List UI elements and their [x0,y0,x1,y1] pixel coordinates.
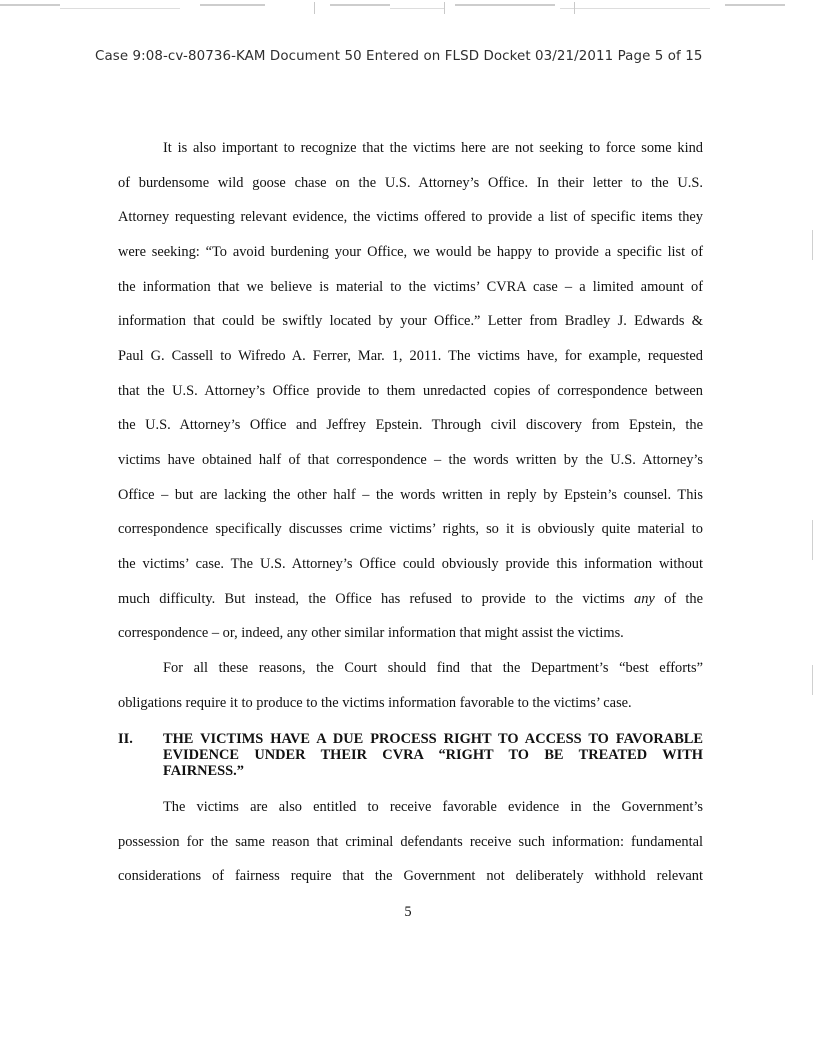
text-line: obligations require it to produce to the victims information favorable to the victims’ case. [118,695,632,711]
emphasis-text: any [634,591,655,607]
text-line: It is also important to recognize that the victims here are not seeking to force some kind [163,140,703,156]
text-line [118,591,703,609]
text-line: correspondence – or, indeed, any other similar information that might assist the victims. [118,625,624,641]
text-segment: of the [654,591,704,607]
text-line: the victims’ case. The U.S. Attorney’s Office could obviously provide this information without [118,556,703,572]
text-line: information that could be swiftly located by your Office.” Letter from Bradley J. Edwards & [118,313,703,329]
text-line: For all these reasons, the Court should find that the Department’s “best efforts” [163,660,703,676]
section-number: II. [118,731,133,747]
scan-artifact-top [0,0,816,14]
text-line: the information that we believe is material to the victims’ CVRA case – a limited amount of [118,279,703,295]
text-line: Office – but are lacking the other half – the words written in reply by Epstein’s counsel. This [118,487,703,503]
text-line: possession for the same reason that criminal defendants receive such information: fundamental [118,834,703,850]
text-line: correspondence specifically discusses crime victims’ rights, so it is obviously quite material to [118,521,703,537]
text-line: The victims are also entitled to receive favorable evidence in the Government’s [163,799,703,815]
text-line: victims have obtained half of that correspondence – the words written by the U.S. Attorney’s [118,452,703,468]
scan-edge-mark [812,665,813,695]
scan-edge-mark [812,230,813,260]
heading-line: EVIDENCE UNDER THEIR CVRA “RIGHT TO BE TREATED WITH [163,747,703,763]
text-line: were seeking: “To avoid burdening your Office, we would be happy to provide a specific list of [118,244,703,260]
text-line: Paul G. Cassell to Wifredo A. Ferrer, Mar. 1, 2011. The victims have, for example, requested [118,348,703,364]
heading-line: FAIRNESS.” [163,763,244,779]
scan-tick [444,2,445,14]
text-segment: much difficulty. But instead, the Office has refused to provide to the victims [118,591,635,607]
scan-edge-mark [812,520,813,560]
text-line: that the U.S. Attorney’s Office provide to them unredacted copies of correspondence between [118,383,703,399]
page-number: 5 [404,904,412,920]
court-filing-header: Case 9:08-cv-80736-KAM Document 50 Entered on FLSD Docket 03/21/2011 Page 5 of 15 [95,49,703,64]
text-line: Attorney requesting relevant evidence, the victims offered to provide a list of specific items they [118,209,703,225]
text-line: considerations of fairness require that the Government not deliberately withhold relevant [118,868,703,884]
text-line: the U.S. Attorney’s Office and Jeffrey Epstein. Through civil discovery from Epstein, the [118,417,703,433]
text-line: of burdensome wild goose chase on the U.S. Attorney’s Office. In their letter to the U.S. [118,175,703,191]
heading-line: THE VICTIMS HAVE A DUE PROCESS RIGHT TO ACCESS TO FAVORABLE [163,731,703,747]
scan-tick [314,2,315,14]
scan-tick [574,2,575,14]
